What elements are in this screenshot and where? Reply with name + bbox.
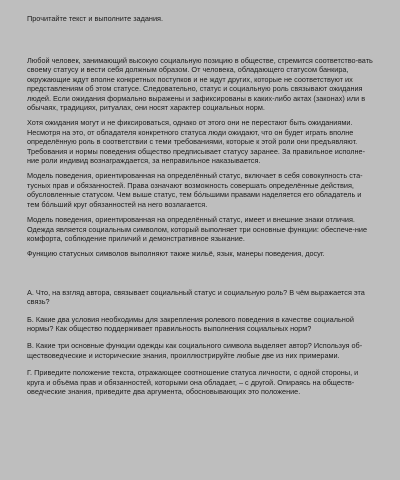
source-text — [27, 56, 374, 259]
text-paragraph-4: Модель поведения, ориентированная на определённый статус, имеет и внешние знаки отличия. Одежда является социальным символом, который выполняет три основные функции: обеспече-ние комфорта, соблюдение приличий и демонстративное языкание. — [27, 215, 368, 243]
text-paragraph-5: Функцию статусных символов выполняют также жильё, язык, манеры поведения, досуг. — [27, 249, 325, 259]
text-paragraph-3: Модель поведения, ориентированная на определённый статус, включает в себя совокупность ста-тусных прав и обязанностей. Права означают возможность совершать определённые действия, обусловленные статусом. Чем выше статус, тем бóльшими правами наделяется его обладатель и тем бóльший круг обязанностей на него возлагается. — [27, 171, 363, 209]
question-a: А. Что, на взгляд автора, связывает социальный статус и социальную роль? В чём выражается эта связь? — [27, 287, 365, 307]
instruction-heading: Прочитайте текст и выполните задания. — [27, 14, 164, 23]
question-v: В. Какие три основные функции одежды как социального символа выделяет автор? Используя об-ществоведческие и исторические знания, проиллюстрируйте любые две из них примерами. — [27, 341, 363, 360]
text-paragraph-2: Хотя ожидания могут и не фиксироваться, однако от этого они не перестают быть ожиданиями. Несмотря на это, от обладателя конкретного статуса люди ожидают, что он будет играть вполне определённую роль в соответствии с теми требованиями, которые к этой роли они предъявляют. Требования и нормы поведения общество предписывает статусу заранее. За правильное исполне-ние роли индивид вознаграждается, за неправильное наказывается. — [27, 118, 366, 166]
section-gap — [27, 259, 374, 288]
question-g: Г. Приведите положение текста, отражающее соотношение статуса личности, с одной стороны, и круга и объёма прав и обязанностей, которыми она обладает, – с другой. Опираясь на обществ-оведческие знания, приведите два аргумента, обосновывающих это положение. — [27, 368, 359, 396]
question-b: Б. Какие два условия необходимы для закрепления ролевого поведения в качестве социальной нормы? Как общество поддерживает правильность выполнения социальных норм? — [27, 314, 354, 333]
questions-list — [27, 288, 374, 397]
text-paragraph-1: Любой человек, занимающий высокую социальную позицию в обществе, стремится соответство-вать своему статусу и вести себя должным образом. От человека, обладающего статусом банкира, окружающие ждут вполне конкретных поступков и не ждут других, которые не соответствуют их представлениям об этом статусе. Следовательно, статус и социальную роль связывают ожидания людей. Если ожидания формально выражены и зафиксированы в каких-либо актах (законах) или в обычаях, традициях, ритуалах, они носят характер социальных норм. — [27, 56, 373, 113]
